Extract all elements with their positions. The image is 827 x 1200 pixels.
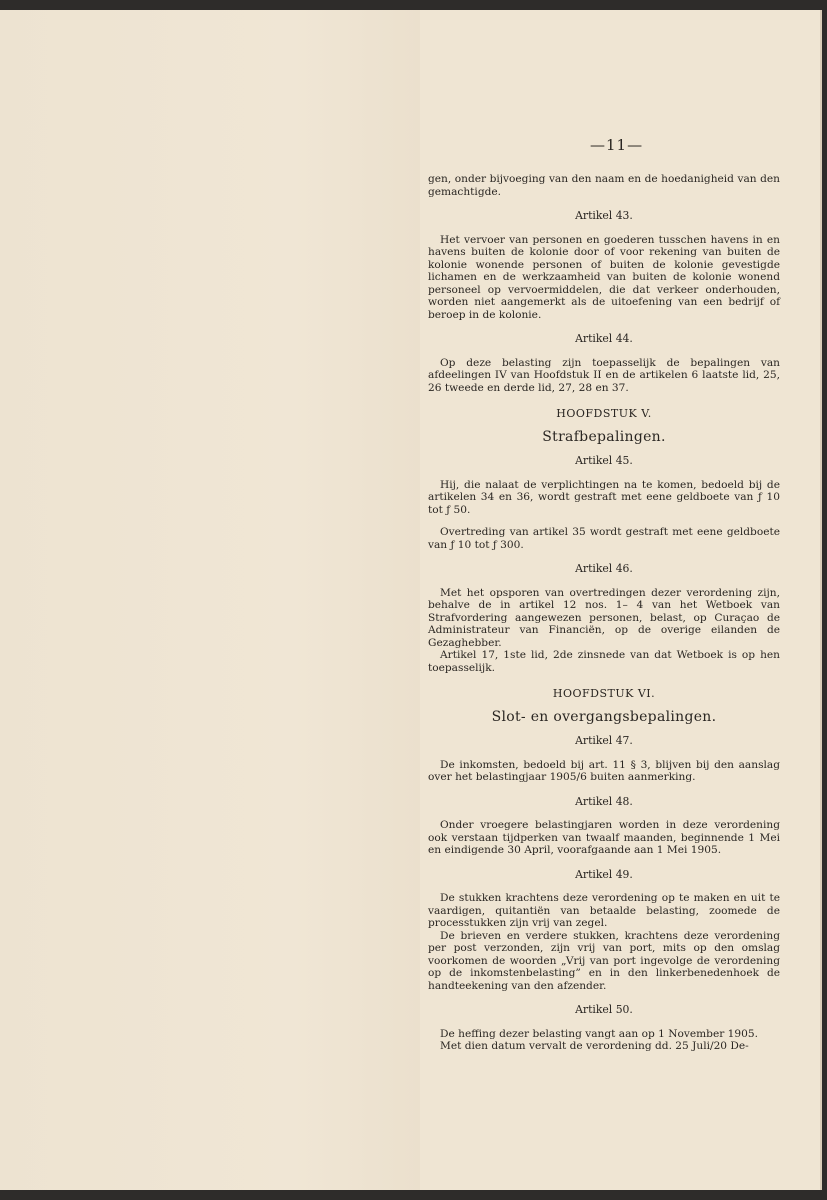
article-46-paragraph-2: Artikel 17, 1ste lid, 2de zinsnede van dat Wetboek is op hen toepasselijk. (428, 649, 780, 674)
article-46-paragraph-1: Met het opsporen van overtredingen dezer verordening zijn, behalve de in artikel 12 nos. 1– 4 van het Wetboek van Strafvordering aangewezen personen, belast, op Curaçao de Administrateur van Financiën, op de overige eilanden de Gezaghebber. (428, 586, 780, 649)
article-43-heading: Artikel 43. (575, 209, 633, 222)
document-page (0, 10, 822, 1190)
article-50-paragraph-1: De heffing dezer belasting vangt aan op 1 November 1905. (440, 1027, 758, 1040)
text-column (428, 173, 780, 1053)
article-45-heading: Artikel 45. (575, 454, 633, 467)
chapter-5-title: Strafbepalingen. (542, 428, 666, 445)
article-43-text: Het vervoer van personen en goederen tusschen havens in en havens buiten de kolonie door of voor rekening van buiten de kolonie wonende personen of buiten de kolonie gevestigde lichamen en de werkzaamheid van buiten de kolonie wonend personeel op vervoermiddelen, die dat verkeer onderhouden, worden niet aangemerkt als de uitoefening van een bedrijf of beroep in de kolonie. (428, 233, 780, 321)
article-44-heading: Artikel 44. (575, 332, 633, 345)
article-49-heading: Artikel 49. (575, 867, 633, 881)
article-47-text: De inkomsten, bedoeld bij art. 11 § 3, blijven bij den aanslag over het belastingjaar 1905/6 buiten aanmerking. (428, 758, 780, 783)
chapter-6-title: Slot- en overgangsbepalingen. (491, 708, 717, 725)
page-number: —11— (590, 136, 644, 154)
article-48-text: Onder vroegere belastingjaren worden in deze verordening ook verstaan tijdperken van twaalf maanden, beginnende 1 Mei en eindigende 30 April, voorafgaande aan 1 Mei 1905. (428, 819, 780, 856)
article-50-paragraph-2: Met dien datum vervalt de verordening dd. 25 Juli/20 De- (440, 1040, 749, 1052)
chapter-6-label: HOOFDSTUK VI. (552, 687, 656, 700)
intro-paragraph: gen, onder bijvoeging van den naam en de hoedanigheid van den gemachtigde. (428, 173, 780, 198)
article-46-heading: Artikel 46. (575, 562, 633, 575)
article-44-text: Op deze belasting zijn toepasselijk de bepalingen van afdeelingen IV van Hoofdstuk II en de artikelen 6 laatste lid, 25, 26 tweede en derde lid, 27, 28 en 37. (428, 356, 780, 394)
article-47-heading: Artikel 47. (575, 734, 633, 747)
article-49-paragraph-1: De stukken krachtens deze verordening op te maken en uit te vaardigen, quitantiën van betaalde belasting, zoomede de processtukken zijn vrij van zegel. (428, 892, 780, 929)
chapter-5-label: HOOFDSTUK V. (556, 407, 652, 420)
article-48-heading: Artikel 48. (575, 794, 633, 808)
bleed-through-left-half (0, 10, 420, 1190)
article-45-paragraph-2: Overtreding van artikel 35 wordt gestraft met eene geldboete van ƒ 10 tot ƒ 300. (428, 526, 780, 551)
article-50-heading: Artikel 50. (575, 1003, 633, 1016)
article-49-paragraph-2: De brieven en verdere stukken, krachtens deze verordening per post verzonden, zijn vrij van port, mits op den omslag voorkomen de woorden „Vrij van port ingevolge de verordening op de inkomstenbelasting” en in den linkerbenedenhoek de handteekening van den afzender. (428, 929, 780, 992)
article-45-paragraph-1: Hij, die nalaat de verplichtingen na te komen, bedoeld bij de artikelen 34 en 36, wordt gestraft met eene geldboete van ƒ 10 tot ƒ 50. (428, 478, 780, 516)
